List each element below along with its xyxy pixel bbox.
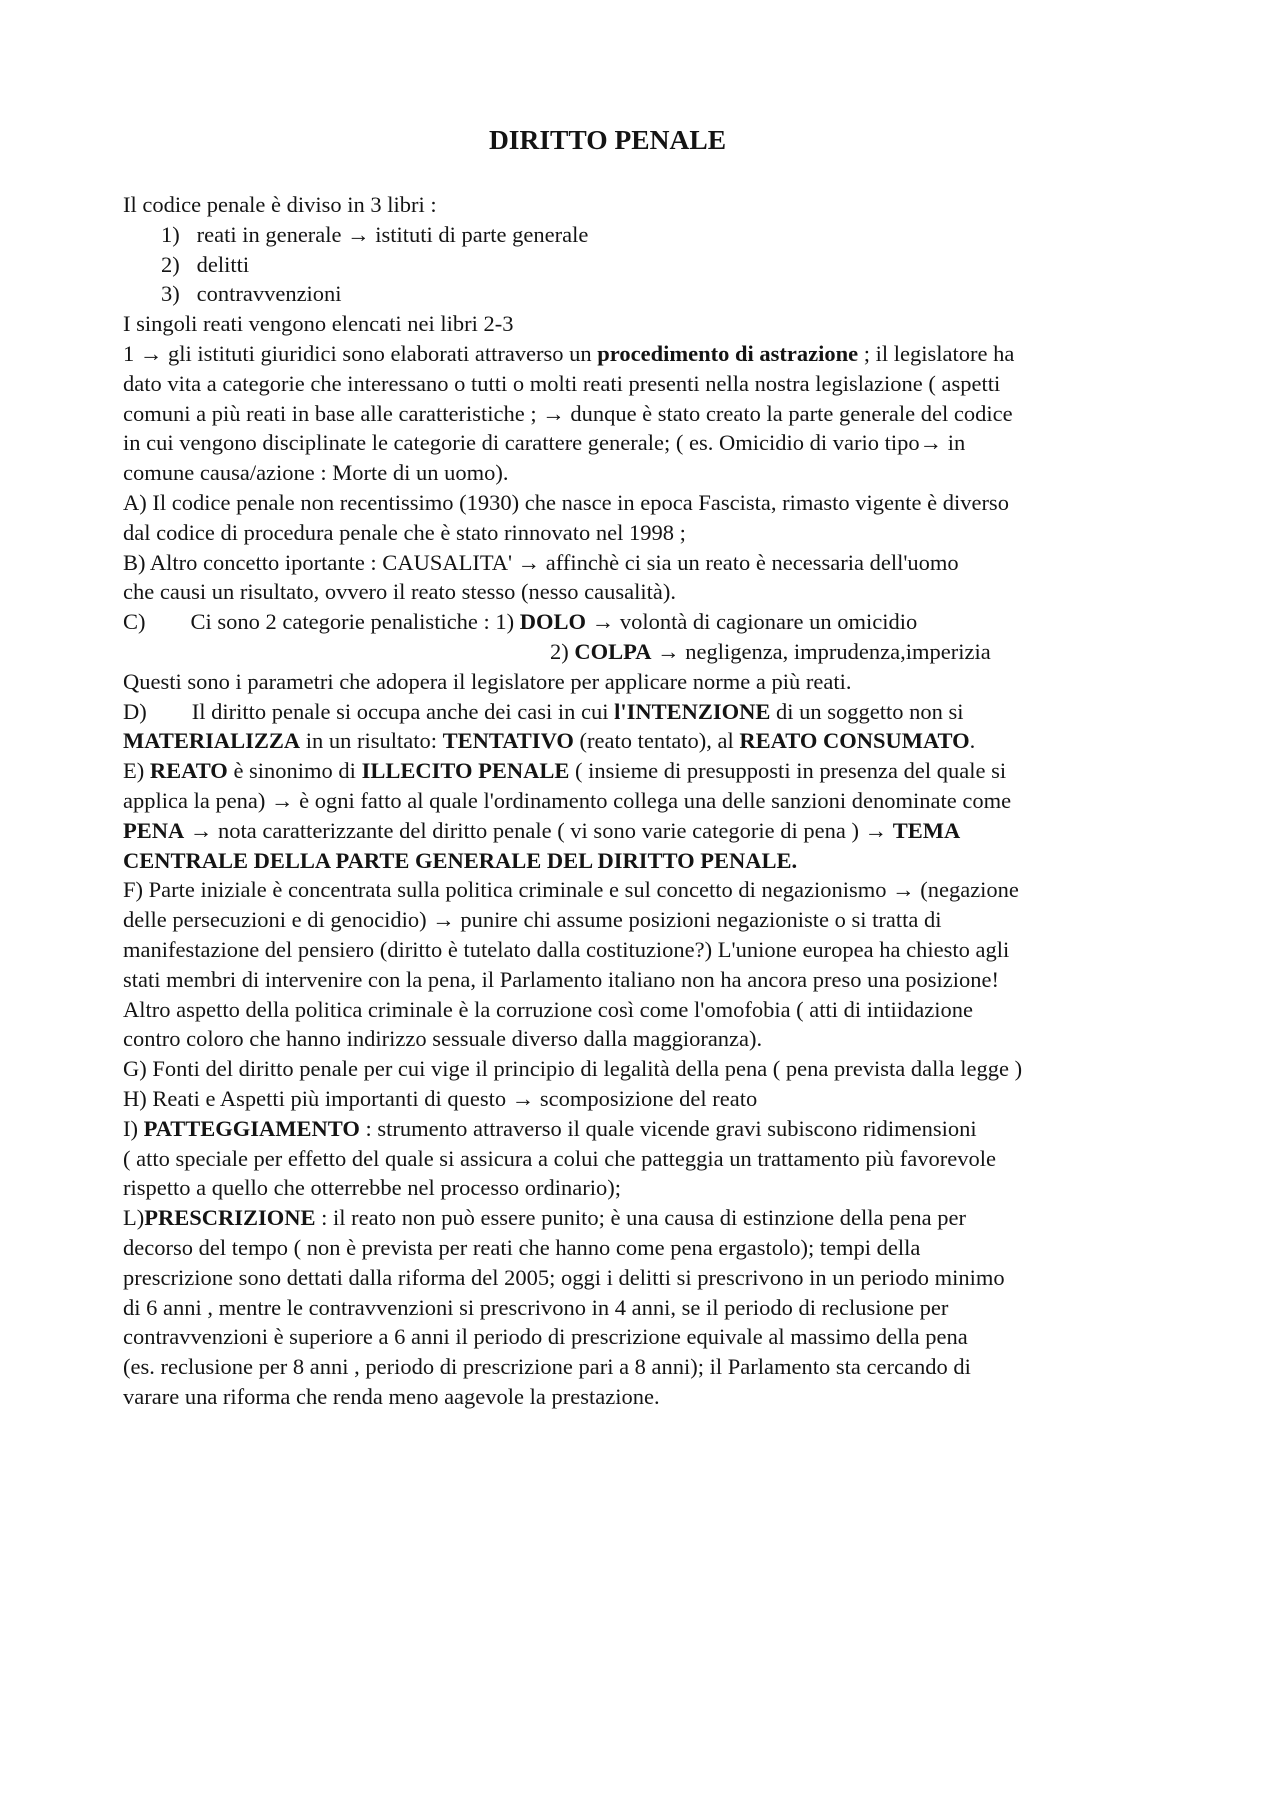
text-line [123,786,1011,816]
text-run: → volontà di cagionare un omicidio [586,609,918,635]
document-title: DIRITTO PENALE [488,124,727,155]
bold-text: PRESCRIZIONE [144,1205,316,1231]
text-line [161,279,342,309]
text-line [123,1024,762,1054]
text-run: Questi sono i parametri che adopera il legislatore per applicare norme a più reati. [123,668,852,694]
text-run: dato vita a categorie che interessano o tutti o molti reati presenti nella nostra legislazione ( aspetti [123,370,1001,396]
text-run: che causi un risultato, ovvero il reato stesso (nesso causalità). [123,579,676,605]
text-run: D) Il diritto penale si occupa anche dei casi in cui [123,698,615,724]
text-run: manifestazione del pensiero (diritto è tutelato dalla costituzione?) L'unione europea ha chiesto agli [123,937,1010,962]
text-run: : strumento attraverso il quale vicende gravi subiscono ridimensioni [359,1115,977,1141]
text-run: di un soggetto non si [770,698,964,724]
text-run: è sinonimo di [227,758,362,784]
text-run: B) Altro concetto iportante : CAUSALITA' → affinchè ci sia un reato è necessaria dell'uomo [123,549,959,575]
text-line [550,637,991,667]
text-run: dal codice di procedura penale che è stato rinnovato nel 1998 ; [123,519,686,545]
text-line [123,518,686,548]
text-line [123,935,1009,965]
text-run: 3) contravvenzioni [161,281,342,307]
text-run: H) Reati e Aspetti più importanti di questo → scomposizione del reato [123,1086,758,1111]
text-line [123,1203,966,1233]
bold-text: TENTATIVO [442,728,574,754]
text-run: F) Parte iniziale è concentrata sulla politica criminale e sul concetto di negazionismo → (negazione [123,877,1019,903]
text-run: 2) delitti [161,251,250,277]
text-run: di 6 anni , mentre le contravvenzioni si prescrivono in 4 anni, se il periodo di reclusione per [123,1294,949,1320]
text-line [123,875,1019,905]
text-run: → negligenza, imprudenza,imperizia [651,639,991,664]
text-run: ( atto speciale per effetto del quale si assicura a colui che patteggia un trattamento più favorevole [123,1145,996,1171]
text-run: decorso del tempo ( non è prevista per reati che hanno come pena ergastolo); tempi della [123,1235,921,1260]
text-line [123,905,942,935]
text-run: in cui vengono disciplinate le categorie di carattere generale; ( es. Omicidio di vario tipo→ in [123,430,966,456]
text-run: contro coloro che hanno indirizzo sessuale diverso dalla maggioranza). [123,1026,763,1052]
bold-text: PATTEGGIAMENTO [143,1115,360,1141]
text-run: C) Ci sono 2 categorie penalistiche : 1) [123,609,520,635]
text-run: I) [123,1115,144,1141]
text-run: (es. reclusione per 8 anni , periodo di prescrizione pari a 8 anni); il Parlamento sta cercando di [123,1354,971,1380]
text-line [123,846,797,876]
bold-text: COLPA [574,639,652,664]
text-line [123,1084,757,1114]
bold-text: TEMA [892,817,961,843]
text-line [123,577,676,607]
text-line [123,816,960,846]
text-run: Il codice penale è diviso in 3 libri : [123,192,437,217]
text-line [123,697,964,727]
text-run: → nota caratterizzante del diritto penale ( vi sono varie categorie di pena ) → [184,817,893,843]
text-run: 1 → gli istituti giuridici sono elaborati attraverso un [123,341,598,366]
text-run: in un risultato: [300,728,443,754]
text-run: delle persecuzioni e di genocidio) → punire chi assume posizioni negazioniste o si tratta di [123,907,942,933]
text-run: . [969,728,976,754]
text-run: contravvenzioni è superiore a 6 anni il periodo di prescrizione equivale al massimo della pena [123,1324,968,1350]
bold-text: MATERIALIZZA [123,728,301,754]
text-line [123,339,1014,369]
text-run: A) Il codice penale non recentissimo (1930) che nasce in epoca Fascista, rimasto vigente è diverso [123,490,1009,515]
text-line [161,250,249,280]
text-run: ; il legislatore ha [858,341,1015,366]
text-line [123,369,1000,399]
text-line [123,756,1006,786]
text-line [123,458,509,488]
bold-text: ILLECITO PENALE [361,758,570,784]
text-line [123,488,1009,518]
bold-text: DOLO [519,609,587,635]
text-run: prescrizione sono dettati dalla riforma del 2005; oggi i delitti si prescrivono in un periodo minimo [123,1264,1005,1290]
text-line [123,1382,660,1412]
text-line [123,1233,920,1263]
text-line [123,667,851,697]
text-line [123,428,965,458]
text-run: G) Fonti del diritto penale per cui vige il principio di legalità della pena ( pena prevista dalla legge ) [123,1056,1023,1082]
text-run: 1) reati in generale → istituti di parte generale [161,221,589,247]
text-run: (reato tentato), al [573,728,740,754]
text-line [123,190,437,220]
text-run: applica la pena) → è ogni fatto al quale l'ordinamento collega una delle sanzioni denominate come [123,788,1012,813]
text-line [123,1144,996,1174]
text-run: : il reato non può essere punito; è una causa di estinzione della pena per [315,1205,966,1231]
bold-text: procedimento di astrazione [597,341,859,366]
text-line [123,726,975,756]
text-run: rispetto a quello che otterrebbe nel processo ordinario); [123,1175,621,1201]
bold-text: CENTRALE DELLA PARTE GENERALE DEL DIRITTO PENALE. [123,847,798,873]
text-run: varare una riforma che renda meno aagevole la prestazione. [123,1384,660,1409]
bold-text: l'INTENZIONE [614,698,771,724]
text-line [123,1293,948,1323]
text-line [123,1114,977,1144]
text-line [123,399,1013,429]
text-line [123,1352,971,1382]
text-run: I singoli reati vengono elencati nei libri 2-3 [123,311,514,337]
text-line [123,1054,1022,1084]
text-line [123,607,917,637]
text-line [123,1322,968,1352]
bold-text: PENA [123,817,185,843]
text-run: stati membri di intervenire con la pena, il Parlamento italiano non ha ancora preso una posizione! [123,966,999,992]
text-line [123,1173,621,1203]
text-run: Altro aspetto della politica criminale è la corruzione così come l'omofobia ( atti di intiidazione [123,996,974,1022]
text-run: comune causa/azione : Morte di un uomo). [123,460,509,486]
bold-text: REATO [149,758,228,784]
text-line [123,548,959,578]
text-line [161,220,588,250]
bold-text: REATO CONSUMATO [739,728,970,754]
text-line [123,995,973,1025]
text-run: 2) [550,639,575,664]
text-run: ( insieme di presupposti in presenza del quale si [569,758,1007,784]
text-run: E) [123,758,150,784]
text-line [123,1263,1005,1293]
text-line [123,309,514,339]
text-line [123,965,999,995]
text-run: L) [123,1205,145,1231]
text-run: comuni a più reati in base alle caratteristiche ; → dunque è stato creato la parte generale del codice [123,400,1013,426]
